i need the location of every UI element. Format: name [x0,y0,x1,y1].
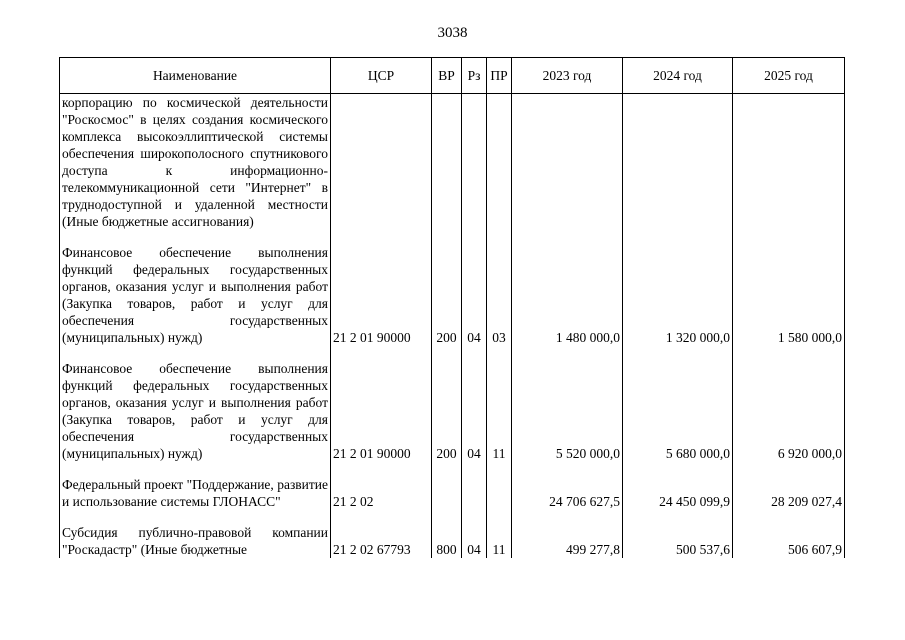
row-2025 [733,94,845,231]
row-2023: 1 480 000,0 [512,244,623,346]
row-vr: 800 [432,524,462,558]
row-vr [432,476,462,510]
row-2023: 5 520 000,0 [512,360,623,462]
row-2024: 500 537,6 [623,524,733,558]
row-2025: 506 607,9 [733,524,845,558]
row-name: корпорацию по космической деятельности "Роскосмос" в целях создания космического комплекса высокоэллиптической системы обеспечения широкополосного спутникового доступа к информационно-телекоммуникационной сети "Интернет" в труднодоступной и удаленной местности (Иные бюджетные ассигнования) [60,94,331,231]
header-name: Наименование [60,58,331,94]
row-name: Финансовое обеспечение выполнения функций федеральных государственных органов, оказания услуг и выполнения работ (Закупка товаров, работ и услуг для обеспечения государственных (муниципальных) нужд) [60,244,331,346]
row-name: Финансовое обеспечение выполнения функций федеральных государственных органов, оказания услуг и выполнения работ (Закупка товаров, работ и услуг для обеспечения государственных (муниципальных) нужд) [60,360,331,462]
row-csr: 21 2 01 90000 [331,244,432,346]
row-pr: 11 [487,524,512,558]
row-vr: 200 [432,360,462,462]
page-number: 3038 [437,25,468,41]
table-header-row [60,58,845,94]
header-2023: 2023 год [512,58,623,94]
row-rz: 04 [462,360,487,462]
row-pr: 11 [487,360,512,462]
row-csr: 21 2 02 [331,476,432,510]
table-row [60,360,845,462]
row-name: Федеральный проект "Поддержание, развитие и использование системы ГЛОНАСС" [60,476,331,510]
row-rz [462,476,487,510]
header-2025: 2025 год [733,58,845,94]
row-2023: 499 277,8 [512,524,623,558]
row-rz: 04 [462,524,487,558]
row-rz: 04 [462,244,487,346]
row-pr [487,476,512,510]
row-rz [462,94,487,231]
table-row [60,524,845,558]
table-row [60,476,845,510]
header-rz: Рз [462,58,487,94]
budget-table [59,57,845,558]
row-2023 [512,94,623,231]
row-2025: 6 920 000,0 [733,360,845,462]
row-2024: 5 680 000,0 [623,360,733,462]
table-row [60,94,845,231]
row-vr: 200 [432,244,462,346]
table-row [60,244,845,346]
header-pr: ПР [487,58,512,94]
row-pr [487,94,512,231]
row-csr: 21 2 02 67793 [331,524,432,558]
header-vr: ВР [432,58,462,94]
row-spacer [60,510,845,524]
header-2024: 2024 год [623,58,733,94]
row-2025: 28 209 027,4 [733,476,845,510]
row-spacer [60,230,845,244]
row-2024 [623,94,733,231]
row-2023: 24 706 627,5 [512,476,623,510]
row-vr [432,94,462,231]
row-2024: 24 450 099,9 [623,476,733,510]
row-name: Субсидия публично-правовой компании "Роскадастр" (Иные бюджетные [60,524,331,558]
row-spacer [60,346,845,360]
row-spacer [60,462,845,476]
row-2025: 1 580 000,0 [733,244,845,346]
row-2024: 1 320 000,0 [623,244,733,346]
row-csr: 21 2 01 90000 [331,360,432,462]
header-csr: ЦСР [331,58,432,94]
row-csr [331,94,432,231]
row-pr: 03 [487,244,512,346]
